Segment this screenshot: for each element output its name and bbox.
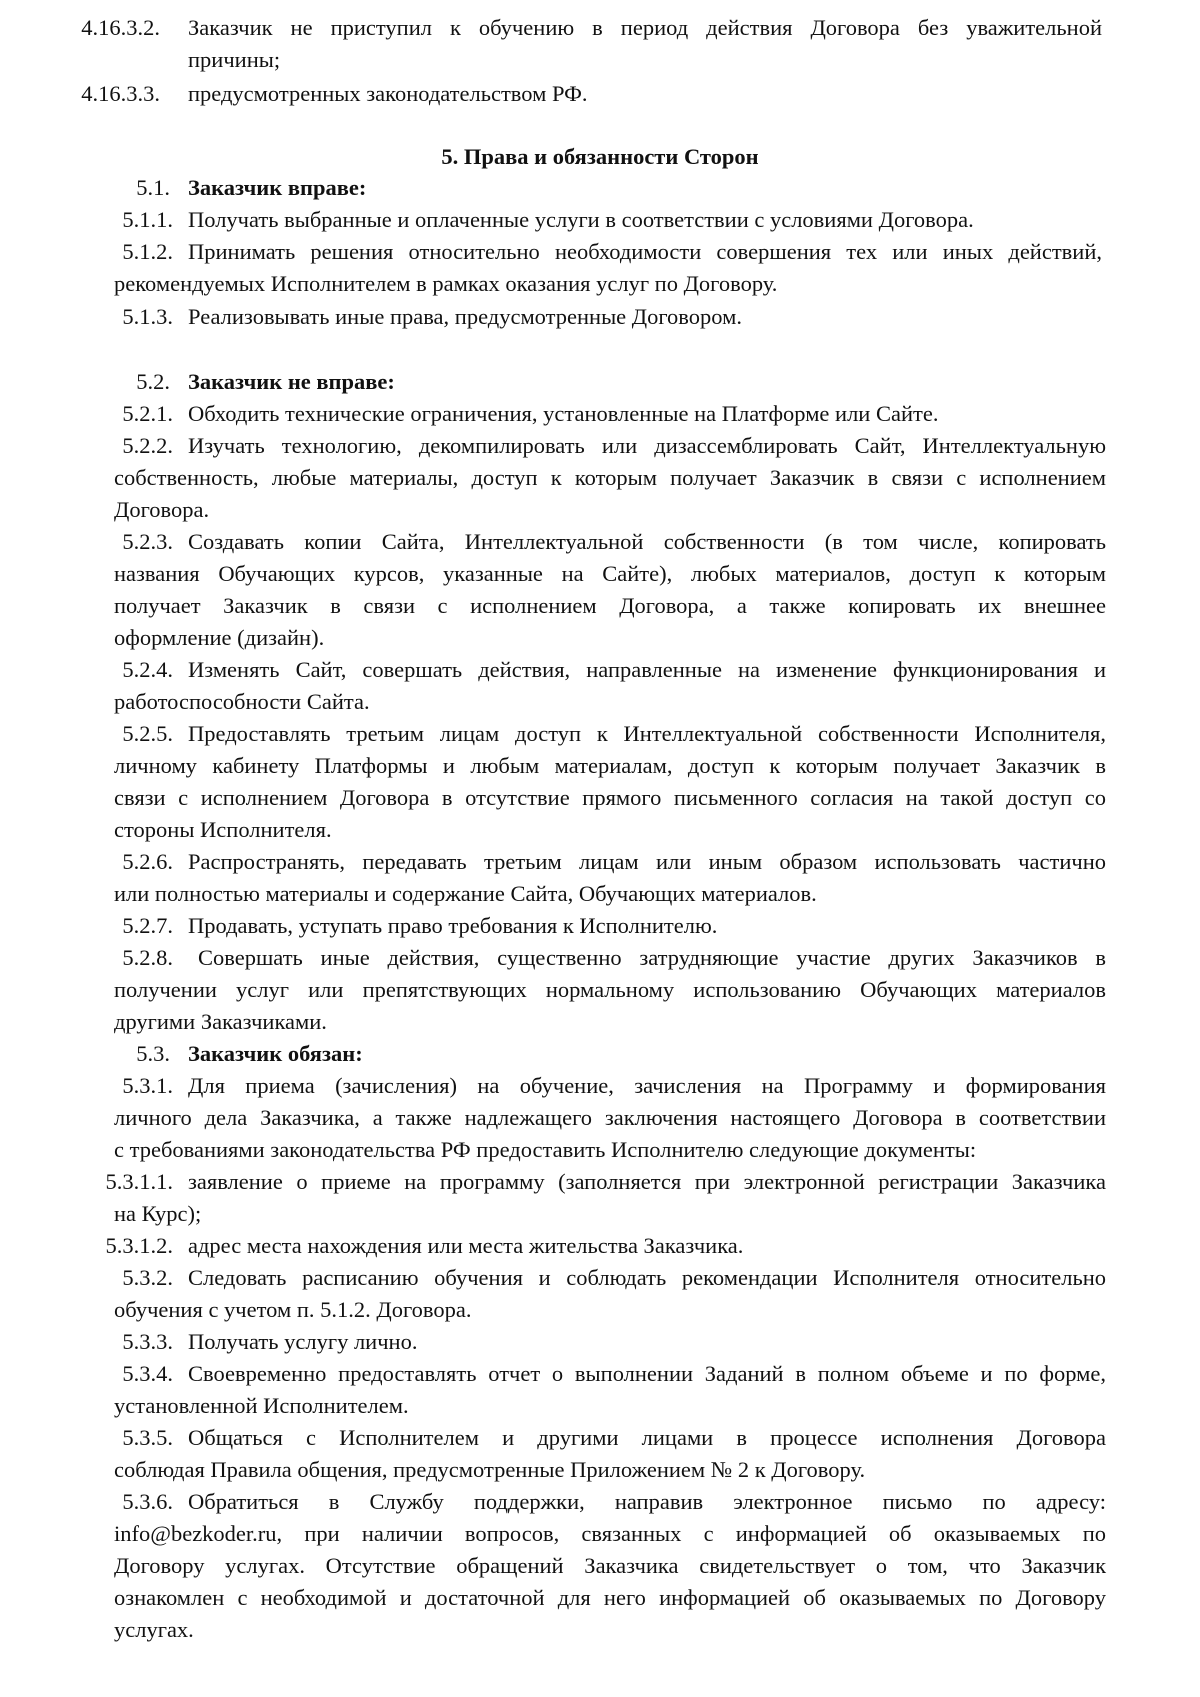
clause-number: 5.2.5. [122,721,173,746]
clause-text: установленной Исполнителем. [114,1393,409,1418]
clause-5-3-1-line-2 [0,1102,1200,1134]
clause-5-2-4-line-2 [0,686,1200,718]
clause-text: Следовать расписанию обучения и соблюдать рекомендации Исполнителя относительно [188,1265,1106,1290]
clause-number: 5.1.3. [122,304,173,329]
clause-5-2-6-line-2 [0,878,1200,910]
clause-5-2-3-line-2 [0,558,1200,590]
clause-5-2-8-line-3 [0,1006,1200,1038]
clause-5-3-4-line-2 [0,1390,1200,1422]
clause-text: Продавать, уступать право требования к Исполнителю. [188,913,718,938]
section-5-title: 5. Права и обязанности Сторон [441,144,759,169]
clause-number: 5.2.2. [122,433,173,458]
clause-number: 4.16.3.2. [81,15,160,40]
clause-5-2-1-line-1 [0,398,1200,430]
clause-5-1-2-line-2 [0,268,1200,300]
clause-text: Получать услугу лично. [188,1329,418,1354]
clause-text: Предоставлять третьим лицам доступ к Интеллектуальной собственности Исполнителя, [188,721,1106,746]
subsection-heading: Заказчик обязан: [188,1041,363,1066]
clause-5-2-3-line-4 [0,622,1200,654]
clause-4-16-3-2-line-2 [0,44,1200,76]
clause-5-2-2-line-1 [0,430,1200,462]
clause-number: 5.3.2. [122,1265,173,1290]
clause-5-2-2-line-3 [0,494,1200,526]
clause-5-2-5-line-2 [0,750,1200,782]
clause-5-2-3-line-1 [0,526,1200,558]
clause-text: ознакомлен с необходимой и достаточной для него информацией об оказываемых по Договору [114,1585,1106,1610]
clause-5-3-6-line-5 [0,1614,1200,1646]
subsection-number: 5.2. [136,369,170,394]
clause-5-2-3-line-3 [0,590,1200,622]
clause-text: обучения с учетом п. 5.1.2. Договора. [114,1297,472,1322]
clause-text: заявление о приеме на программу (заполняется при электронной регистрации Заказчика [188,1169,1106,1194]
clause-text: Совершать иные действия, существенно затрудняющие участие других Заказчиков в [198,945,1106,970]
clause-5-3-6-line-4 [0,1582,1200,1614]
clause-text: работоспособности Сайта. [114,689,370,714]
subsection-5-1-heading [0,172,1200,204]
clause-number: 5.3.5. [122,1425,173,1450]
clause-number: 5.3.3. [122,1329,173,1354]
clause-text: info@bezkoder.ru, при наличии вопросов, связанных с информацией об оказываемых по [114,1521,1106,1546]
clause-5-3-2-line-2 [0,1294,1200,1326]
clause-5-3-2-line-1 [0,1262,1200,1294]
clause-5-1-3-line-1 [0,301,1200,333]
clause-text: собственность, любые материалы, доступ к которым получает Заказчик в связи с исполнением [114,465,1106,490]
clause-number: 5.3.4. [122,1361,173,1386]
clause-5-3-1-2-line-1 [0,1230,1200,1262]
subsection-5-3-heading [0,1038,1200,1070]
clause-5-3-5-line-2 [0,1454,1200,1486]
clause-5-2-7-line-1 [0,910,1200,942]
clause-number: 5.2.7. [122,913,173,938]
clause-text: Общаться с Исполнителем и другими лицами в процессе исполнения Договора [188,1425,1106,1450]
clause-text: Договору услугах. Отсутствие обращений Заказчика свидетельствует о том, что Заказчик [114,1553,1106,1578]
clause-text: личного дела Заказчика, а также надлежащего заключения настоящего Договора в соответствии [114,1105,1106,1130]
clause-text: связи с исполнением Договора в отсутствие прямого письменного согласия на такой доступ со [114,785,1106,810]
clause-text: Принимать решения относительно необходимости совершения тех или иных действий, [188,239,1102,264]
clause-number: 5.3.6. [122,1489,173,1514]
clause-5-3-6-line-2 [0,1518,1200,1550]
clause-5-2-2-line-2 [0,462,1200,494]
clause-5-3-6-line-3 [0,1550,1200,1582]
clause-text: или полностью материалы и содержание Сайта, Обучающих материалов. [114,881,817,906]
clause-5-3-4-line-1 [0,1358,1200,1390]
clause-number: 5.2.3. [122,529,173,554]
clause-5-2-8-line-2 [0,974,1200,1006]
clause-5-1-2-line-1 [0,236,1200,268]
clause-5-3-1-line-3 [0,1134,1200,1166]
clause-text: стороны Исполнителя. [114,817,332,842]
clause-text: Изучать технологию, декомпилировать или дизассемблировать Сайт, Интеллектуальную [188,433,1106,458]
clause-text: Обходить технические ограничения, установленные на Платформе или Сайте. [188,401,939,426]
clause-text: услугах. [114,1617,194,1642]
clause-number: 5.3.1. [122,1073,173,1098]
clause-text: названия Обучающих курсов, указанные на Сайте), любых материалов, доступ к которым [114,561,1106,586]
clause-text: на Курс); [114,1201,202,1226]
subsection-heading: Заказчик вправе: [188,175,367,200]
clause-4-16-3-3-line-1 [0,78,1200,110]
clause-number: 5.2.1. [122,401,173,426]
subsection-5-2-heading [0,366,1200,398]
clause-text: Изменять Сайт, совершать действия, направленные на изменение функционирования и [188,657,1106,682]
clause-text: с требованиями законодательства РФ предоставить Исполнителю следующие документы: [114,1137,977,1162]
clause-text: адрес места нахождения или места жительства Заказчика. [188,1233,744,1258]
clause-text: оформление (дизайн). [114,625,325,650]
clause-5-3-1-1-line-2 [0,1198,1200,1230]
clause-text: Своевременно предоставлять отчет о выполнении Заданий в полном объеме и по форме, [188,1361,1106,1386]
clause-5-2-5-line-3 [0,782,1200,814]
clause-text: Распространять, передавать третьим лицам или иным образом использовать частично [188,849,1106,874]
clause-5-2-4-line-1 [0,654,1200,686]
clause-5-1-1-line-1 [0,204,1200,236]
clause-4-16-3-2-line-1 [0,12,1200,44]
clause-number: 5.2.6. [122,849,173,874]
clause-text: личному кабинету Платформы и любым материалам, доступ к которым получает Заказчик в [114,753,1106,778]
clause-text: рекомендуемых Исполнителем в рамках оказания услуг по Договору. [114,271,778,296]
subsection-number: 5.3. [136,1041,170,1066]
clause-5-3-5-line-1 [0,1422,1200,1454]
clause-text: Создавать копии Сайта, Интеллектуальной собственности (в том числе, копировать [188,529,1106,554]
clause-text: Договора. [114,497,210,522]
clause-number: 5.3.1.2. [105,1233,173,1258]
subsection-number: 5.1. [136,175,170,200]
clause-5-3-1-line-1 [0,1070,1200,1102]
clause-text: Для приема (зачисления) на обучение, зачисления на Программу и формирования [188,1073,1106,1098]
clause-5-2-8-line-1 [0,942,1200,974]
clause-text: Заказчик не приступил к обучению в период действия Договора без уважительной [188,15,1102,40]
clause-5-3-1-1-line-1 [0,1166,1200,1198]
clause-5-3-6-line-1 [0,1486,1200,1518]
clause-text: получает Заказчик в связи с исполнением Договора, а также копировать их внешнее [114,593,1106,618]
clause-5-3-3-line-1 [0,1326,1200,1358]
subsection-heading: Заказчик не вправе: [188,369,395,394]
clause-text: предусмотренных законодательством РФ. [188,81,588,106]
clause-text: Обратиться в Службу поддержки, направив электронное письмо по адресу: [188,1489,1106,1514]
clause-text: другими Заказчиками. [114,1009,327,1034]
clause-text: соблюдая Правила общения, предусмотренные Приложением № 2 к Договору. [114,1457,866,1482]
clause-number: 5.2.4. [122,657,173,682]
clause-5-2-6-line-1 [0,846,1200,878]
clause-text: Получать выбранные и оплаченные услуги в соответствии с условиями Договора. [188,207,974,232]
clause-text: причины; [188,47,281,72]
clause-text: получении услуг или препятствующих нормальному использованию Обучающих материалов [114,977,1106,1002]
clause-number: 5.1.2. [122,239,173,264]
clause-number: 4.16.3.3. [81,81,160,106]
clause-number: 5.3.1.1. [105,1169,173,1194]
clause-number: 5.1.1. [122,207,173,232]
clause-text: Реализовывать иные права, предусмотренные Договором. [188,304,742,329]
clause-5-2-5-line-4 [0,814,1200,846]
clause-5-2-5-line-1 [0,718,1200,750]
clause-number: 5.2.8. [122,945,173,970]
